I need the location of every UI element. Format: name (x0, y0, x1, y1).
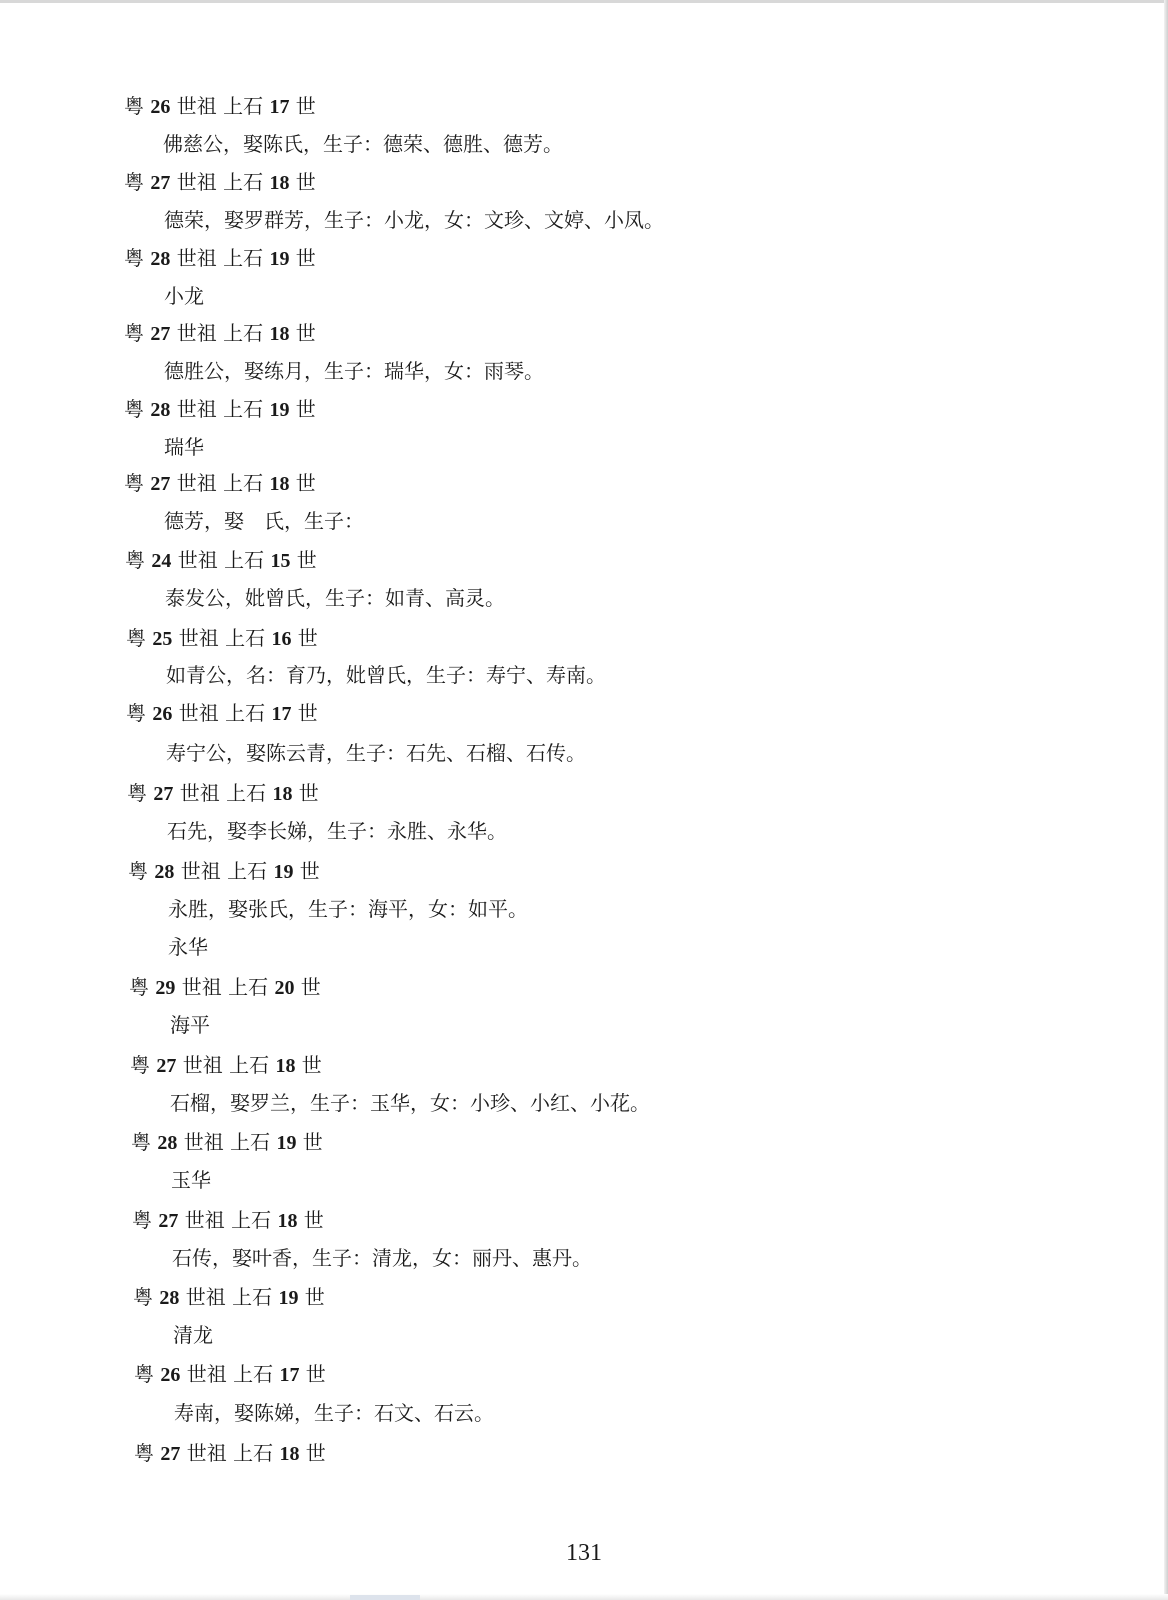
yue-label: 粤 (128, 859, 148, 883)
shangshi-generation-number: 18 (277, 1210, 298, 1232)
person-entry: 瑞华 (164, 435, 204, 459)
person-entry: 寿宁公，娶陈云青，生子：石先、石榴、石传。 (166, 741, 586, 765)
shi-label: 世 (301, 1053, 322, 1077)
scan-top-edge (0, 0, 1168, 3)
person-entry: 石传，娶叶香，生子：清龙，女：丽丹、惠丹。 (172, 1246, 592, 1270)
shangshi-generation-number: 16 (271, 628, 292, 650)
shizu-label: 世祖 (176, 246, 217, 270)
generation-heading (124, 245, 316, 272)
generation-heading (124, 93, 316, 120)
shizu-label: 世祖 (182, 1053, 223, 1077)
shi-label: 世 (303, 1208, 324, 1232)
yue-generation-number: 26 (160, 1364, 181, 1386)
generation-heading (124, 169, 316, 196)
shangshi-generation-number: 18 (279, 1443, 300, 1465)
shangshi-generation-number: 19 (269, 399, 290, 421)
scan-bottom-edge (0, 1594, 1168, 1600)
shangshi-generation-number: 18 (269, 172, 290, 194)
yue-label: 粤 (134, 1362, 154, 1386)
shangshi-label: 上石 (225, 701, 266, 725)
yue-label: 粤 (134, 1441, 154, 1465)
yue-generation-number: 27 (158, 1210, 179, 1232)
yue-generation-number: 27 (150, 473, 171, 495)
shi-label: 世 (298, 781, 319, 805)
shangshi-label: 上石 (226, 781, 267, 805)
shi-label: 世 (300, 975, 321, 999)
shi-label: 世 (295, 94, 316, 118)
yue-label: 粤 (124, 471, 144, 495)
person-entry: 德胜公，娶练月，生子：瑞华，女：雨琴。 (164, 359, 544, 383)
generation-heading (132, 1207, 324, 1234)
yue-generation-number: 27 (150, 323, 171, 345)
shangshi-generation-number: 18 (269, 323, 290, 345)
shizu-label: 世祖 (180, 859, 221, 883)
person-entry: 德荣，娶罗群芳，生子：小龙，女：文珍、文婷、小凤。 (164, 208, 664, 232)
person-entry: 玉华 (171, 1168, 211, 1192)
generation-heading (124, 320, 316, 347)
generation-heading (131, 1129, 323, 1156)
yue-generation-number: 29 (155, 977, 176, 999)
shi-label: 世 (295, 471, 316, 495)
shizu-label: 世祖 (176, 321, 217, 345)
generation-heading (134, 1361, 326, 1388)
shangshi-generation-number: 19 (276, 1132, 297, 1154)
yue-label: 粤 (133, 1285, 153, 1309)
yue-generation-number: 27 (153, 783, 174, 805)
shangshi-generation-number: 19 (278, 1287, 299, 1309)
shi-label: 世 (296, 548, 317, 572)
person-entry: 石先，娶李长娣，生子：永胜、永华。 (167, 819, 507, 843)
yue-label: 粤 (127, 781, 147, 805)
shi-label: 世 (295, 246, 316, 270)
yue-generation-number: 25 (152, 628, 173, 650)
generation-heading (129, 974, 321, 1001)
person-entry: 海平 (170, 1013, 210, 1037)
yue-generation-number: 28 (159, 1287, 180, 1309)
yue-generation-number: 27 (150, 172, 171, 194)
yue-generation-number: 27 (156, 1055, 177, 1077)
person-entry: 寿南，娶陈娣，生子：石文、石云。 (174, 1401, 494, 1425)
person-entry: 泰发公，妣曾氏，生子：如青、高灵。 (165, 586, 505, 610)
yue-generation-number: 28 (154, 861, 175, 883)
yue-label: 粤 (129, 975, 149, 999)
scan-right-edge (1164, 0, 1168, 1600)
person-entry: 永华 (168, 935, 208, 959)
shangshi-label: 上石 (227, 859, 268, 883)
shangshi-generation-number: 19 (269, 248, 290, 270)
yue-label: 粤 (124, 94, 144, 118)
shangshi-generation-number: 17 (269, 96, 290, 118)
yue-generation-number: 28 (150, 399, 171, 421)
page-number: 131 (566, 1540, 602, 1566)
shizu-label: 世祖 (176, 471, 217, 495)
shangshi-label: 上石 (231, 1208, 272, 1232)
shangshi-generation-number: 18 (269, 473, 290, 495)
shangshi-label: 上石 (224, 548, 265, 572)
person-entry: 永胜，娶张氏，生子：海平，女：如平。 (168, 897, 528, 921)
generation-heading (124, 470, 316, 497)
shi-label: 世 (295, 397, 316, 421)
yue-label: 粤 (130, 1053, 150, 1077)
yue-label: 粤 (126, 626, 146, 650)
generation-heading (126, 625, 318, 652)
shi-label: 世 (295, 321, 316, 345)
person-entry: 佛慈公，娶陈氏，生子：德荣、德胜、德芳。 (163, 132, 563, 156)
yue-label: 粤 (126, 701, 146, 725)
shi-label: 世 (297, 626, 318, 650)
shangshi-label: 上石 (225, 626, 266, 650)
shangshi-generation-number: 15 (270, 550, 291, 572)
shizu-label: 世祖 (179, 781, 220, 805)
shangshi-label: 上石 (223, 471, 264, 495)
shangshi-label: 上石 (223, 397, 264, 421)
shangshi-label: 上石 (223, 246, 264, 270)
yue-generation-number: 24 (151, 550, 172, 572)
shangshi-generation-number: 17 (279, 1364, 300, 1386)
shi-label: 世 (305, 1441, 326, 1465)
shangshi-label: 上石 (230, 1130, 271, 1154)
generation-heading (133, 1284, 325, 1311)
shangshi-generation-number: 18 (275, 1055, 296, 1077)
yue-generation-number: 26 (150, 96, 171, 118)
shi-label: 世 (299, 859, 320, 883)
person-entry: 清龙 (173, 1323, 213, 1347)
shangshi-label: 上石 (232, 1285, 273, 1309)
person-entry: 石榴，娶罗兰，生子：玉华，女：小珍、小红、小花。 (170, 1091, 650, 1115)
shangshi-label: 上石 (228, 975, 269, 999)
generation-heading (124, 396, 316, 423)
shangshi-label: 上石 (229, 1053, 270, 1077)
shangshi-label: 上石 (223, 94, 264, 118)
yue-label: 粤 (132, 1208, 152, 1232)
shangshi-generation-number: 20 (274, 977, 295, 999)
shizu-label: 世祖 (186, 1441, 227, 1465)
yue-label: 粤 (124, 246, 144, 270)
shangshi-generation-number: 18 (272, 783, 293, 805)
shizu-label: 世祖 (176, 397, 217, 421)
generation-heading (134, 1440, 326, 1467)
shi-label: 世 (302, 1130, 323, 1154)
shangshi-label: 上石 (233, 1441, 274, 1465)
generation-heading (125, 547, 317, 574)
shangshi-label: 上石 (223, 170, 264, 194)
shi-label: 世 (304, 1285, 325, 1309)
generation-heading (127, 780, 319, 807)
shi-label: 世 (305, 1362, 326, 1386)
yue-label: 粤 (124, 170, 144, 194)
shangshi-label: 上石 (223, 321, 264, 345)
shizu-label: 世祖 (184, 1208, 225, 1232)
generation-heading (126, 700, 318, 727)
shangshi-generation-number: 19 (273, 861, 294, 883)
shizu-label: 世祖 (183, 1130, 224, 1154)
yue-label: 粤 (124, 321, 144, 345)
shizu-label: 世祖 (185, 1285, 226, 1309)
yue-generation-number: 26 (152, 703, 173, 725)
yue-label: 粤 (131, 1130, 151, 1154)
shizu-label: 世祖 (186, 1362, 227, 1386)
yue-generation-number: 27 (160, 1443, 181, 1465)
shangshi-generation-number: 17 (271, 703, 292, 725)
generation-heading (128, 858, 320, 885)
scan-mark (350, 1595, 420, 1600)
shizu-label: 世祖 (177, 548, 218, 572)
shizu-label: 世祖 (178, 701, 219, 725)
person-entry: 如青公，名：育乃，妣曾氏，生子：寿宁、寿南。 (166, 663, 606, 687)
person-entry: 德芳，娶 氏，生子： (164, 509, 364, 533)
yue-generation-number: 28 (157, 1132, 178, 1154)
generation-heading (130, 1052, 322, 1079)
shi-label: 世 (295, 170, 316, 194)
person-entry: 小龙 (164, 284, 204, 308)
yue-label: 粤 (124, 397, 144, 421)
shangshi-label: 上石 (233, 1362, 274, 1386)
yue-label: 粤 (125, 548, 145, 572)
shizu-label: 世祖 (178, 626, 219, 650)
shizu-label: 世祖 (176, 94, 217, 118)
shi-label: 世 (297, 701, 318, 725)
shizu-label: 世祖 (176, 170, 217, 194)
shizu-label: 世祖 (181, 975, 222, 999)
yue-generation-number: 28 (150, 248, 171, 270)
